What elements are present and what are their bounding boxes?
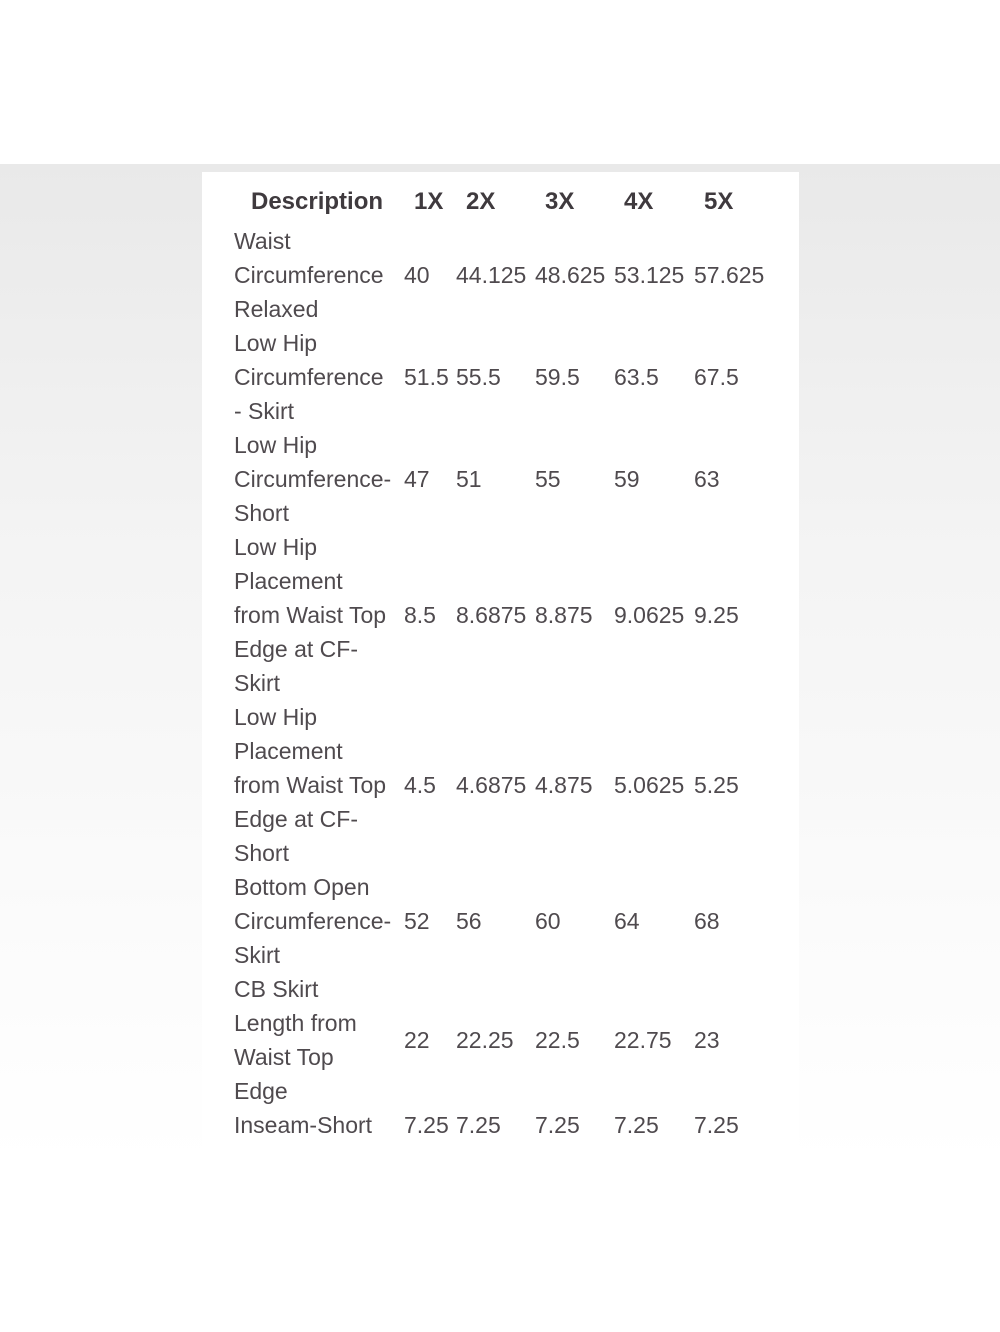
header-size-4x: 4X — [624, 188, 654, 215]
size-value: 68 — [694, 908, 720, 934]
header-size-1x: 1X — [414, 188, 444, 215]
description-line: from Waist Top — [234, 772, 387, 798]
size-chart-card — [202, 172, 799, 1164]
size-value: 22.75 — [614, 1027, 672, 1053]
size-value: 55.5 — [456, 364, 501, 390]
size-value: 57.625 — [694, 262, 765, 288]
size-value: 8.875 — [535, 602, 593, 628]
row-description — [230, 870, 404, 972]
size-value: 22 — [404, 1027, 430, 1053]
description-line: Waist — [234, 228, 291, 254]
description-line: Low Hip — [234, 432, 318, 458]
table-row — [230, 972, 790, 1108]
description-line: - Skirt — [234, 398, 295, 424]
row-description — [230, 224, 404, 326]
size-value: 7.25 — [456, 1112, 501, 1138]
size-value: 7.25 — [614, 1112, 659, 1138]
size-value: 53.125 — [614, 262, 685, 288]
description-line: Circumference — [234, 364, 384, 390]
description-line: Skirt — [234, 942, 280, 968]
description-line: Low Hip — [234, 330, 318, 356]
size-value: 22.5 — [535, 1027, 580, 1053]
table-row — [230, 530, 790, 700]
size-value: 5.25 — [694, 772, 739, 798]
header-size-5x: 5X — [704, 188, 734, 215]
description-line: Placement — [234, 738, 343, 764]
size-value: 55 — [535, 466, 561, 492]
description-line: Waist Top — [234, 1044, 334, 1070]
size-value: 4.5 — [404, 772, 436, 798]
description-line: Edge at CF- — [234, 806, 358, 832]
size-value: 8.5 — [404, 602, 436, 628]
size-value: 22.25 — [456, 1027, 514, 1053]
size-value: 59.5 — [535, 364, 580, 390]
row-description — [230, 326, 404, 428]
table-row — [230, 1108, 790, 1142]
size-value: 60 — [535, 908, 561, 934]
size-value: 7.25 — [535, 1112, 580, 1138]
description-line: Relaxed — [234, 296, 319, 322]
size-value: 51.5 — [404, 364, 449, 390]
size-value: 9.25 — [694, 602, 739, 628]
description-line: Circumference- — [234, 466, 392, 492]
table-body — [230, 224, 790, 1142]
size-value: 64 — [614, 908, 640, 934]
table-row — [230, 326, 790, 428]
size-value: 9.0625 — [614, 602, 685, 628]
size-value: 56 — [456, 908, 482, 934]
row-description — [230, 700, 404, 870]
size-value: 51 — [456, 466, 482, 492]
row-description — [230, 972, 404, 1108]
row-description — [230, 530, 404, 700]
size-value: 7.25 — [694, 1112, 739, 1138]
size-value: 52 — [404, 908, 430, 934]
description-line: Circumference- — [234, 908, 392, 934]
header-size-3x: 3X — [545, 188, 575, 215]
description-line: Inseam-Short — [234, 1112, 373, 1138]
description-line: Circumference — [234, 262, 384, 288]
size-value: 40 — [404, 262, 430, 288]
table-row — [230, 428, 790, 530]
size-value: 67.5 — [694, 364, 739, 390]
size-value: 59 — [614, 466, 640, 492]
size-value: 23 — [694, 1027, 720, 1053]
description-line: Short — [234, 840, 289, 866]
row-description — [230, 1108, 404, 1142]
description-line: Edge — [234, 1078, 288, 1104]
header-size-2x: 2X — [466, 188, 496, 215]
size-value: 63.5 — [614, 364, 659, 390]
row-description — [230, 428, 404, 530]
table-row — [230, 224, 790, 326]
description-line: Low Hip — [234, 534, 318, 560]
description-line: Placement — [234, 568, 343, 594]
description-line: Skirt — [234, 670, 280, 696]
description-line: Length from — [234, 1010, 357, 1036]
table-row — [230, 700, 790, 870]
header-description: Description — [250, 188, 384, 215]
table-header-row — [230, 180, 790, 224]
description-line: from Waist Top — [234, 602, 387, 628]
size-value: 5.0625 — [614, 772, 685, 798]
size-value: 8.6875 — [456, 602, 527, 628]
size-value: 4.6875 — [456, 772, 527, 798]
description-line: Short — [234, 500, 289, 526]
description-line: CB Skirt — [234, 976, 319, 1002]
size-value: 44.125 — [456, 262, 527, 288]
description-line: Low Hip — [234, 704, 318, 730]
size-value: 4.875 — [535, 772, 593, 798]
size-value: 48.625 — [535, 262, 606, 288]
size-value: 7.25 — [404, 1112, 449, 1138]
size-value: 63 — [694, 466, 720, 492]
table-row — [230, 870, 790, 972]
description-line: Edge at CF- — [234, 636, 358, 662]
size-value: 47 — [404, 466, 430, 492]
description-line: Bottom Open — [234, 874, 370, 900]
size-chart-table — [230, 180, 790, 1142]
